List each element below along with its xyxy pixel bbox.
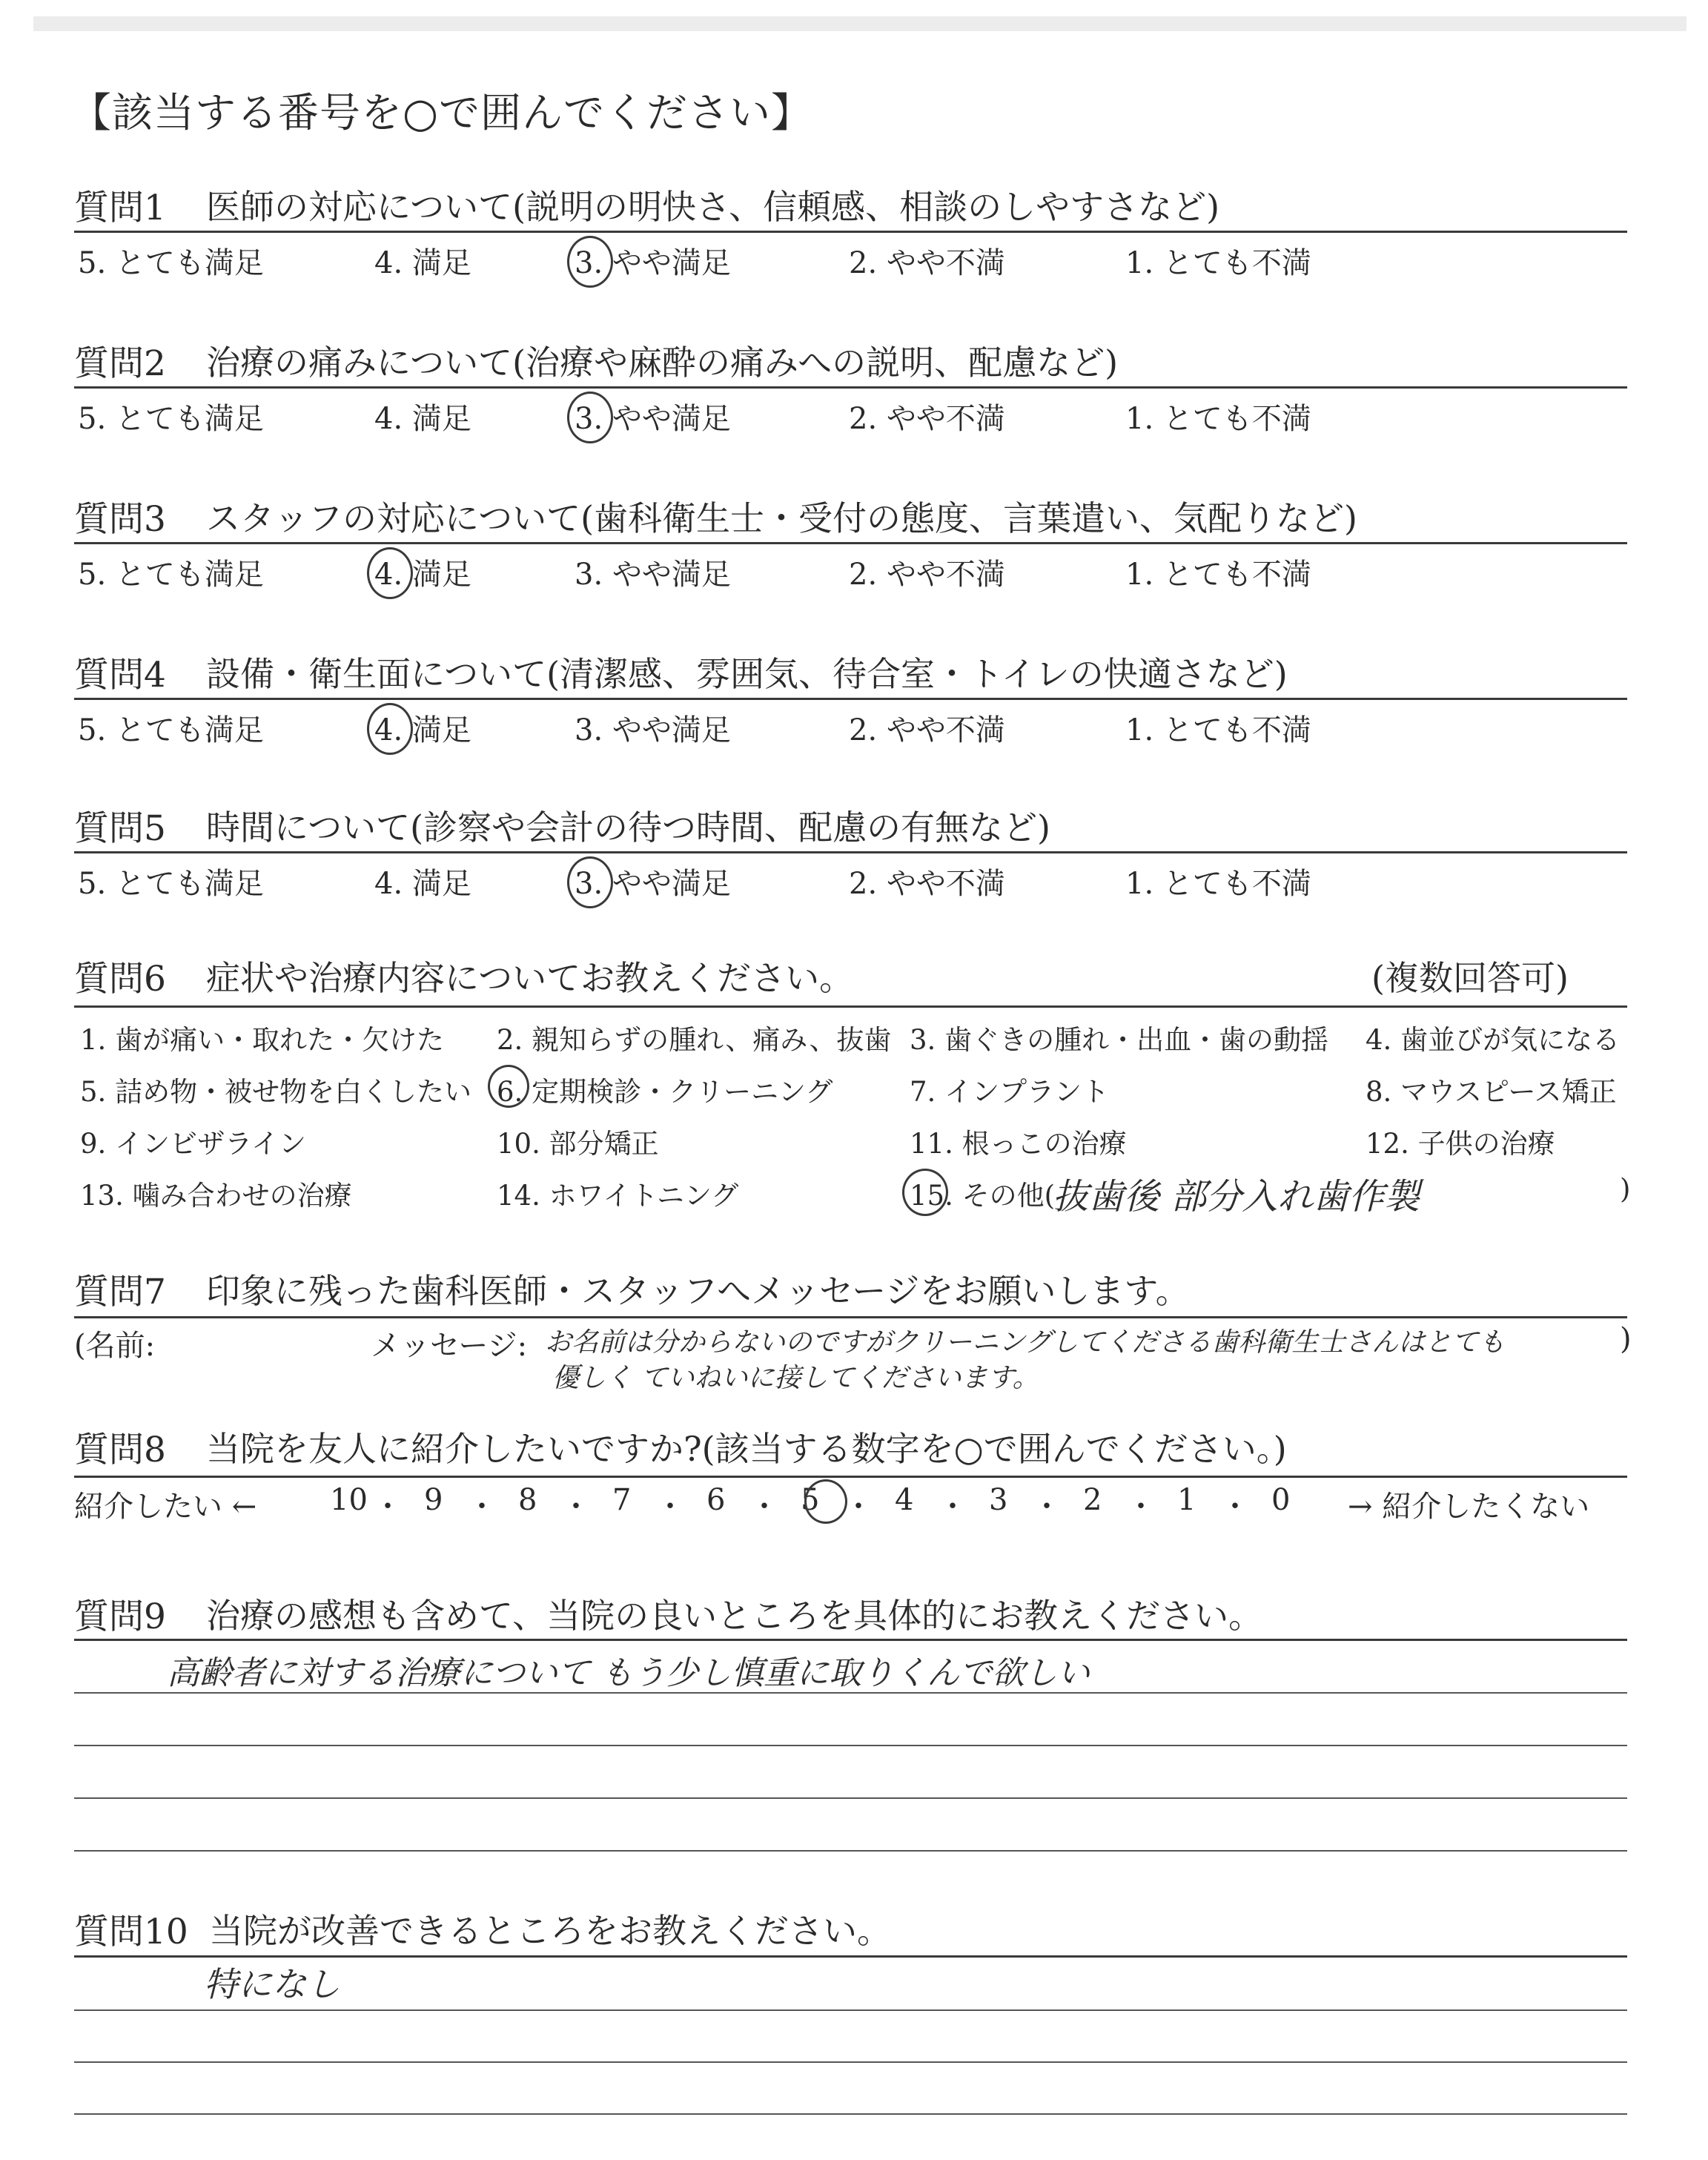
q4-label: 質問4 — [74, 655, 166, 696]
q8-scale-number[interactable]: 3 — [989, 1483, 1008, 1517]
page-heading: 【該当する番号を○で囲んでください】 — [70, 89, 812, 136]
q4-option[interactable]: 1. とても不満 — [1125, 713, 1311, 747]
q8-scale-separator: ・ — [844, 1490, 873, 1524]
q8-scale-number[interactable]: 1 — [1177, 1483, 1196, 1517]
q8-scale-separator: ・ — [561, 1490, 591, 1524]
q8-scale-number[interactable]: 5 — [801, 1483, 820, 1517]
q5-option[interactable]: 4. 満足 — [374, 867, 471, 901]
q2-option[interactable]: 4. 満足 — [374, 402, 471, 436]
q1-option[interactable]: 1. とても不満 — [1125, 246, 1311, 280]
q6-option[interactable]: 7. インプラント — [910, 1076, 1110, 1108]
q9-line — [74, 1797, 1627, 1799]
q2-option[interactable]: 3. やや満足 — [575, 402, 731, 436]
q8-scale-number[interactable]: 4 — [895, 1483, 914, 1517]
q8-selected-circle — [804, 1479, 847, 1524]
q6-rule — [74, 1005, 1627, 1008]
q10-line — [74, 2061, 1627, 2063]
q8-scale-number[interactable]: 10 — [330, 1483, 368, 1517]
q9-answer: 高齢者に対する治療について もう少し慎重に取りくんで欲しい — [167, 1654, 1090, 1692]
q5-selected-circle — [567, 856, 613, 908]
q3-option[interactable]: 3. やや満足 — [575, 558, 731, 592]
q8-scale-separator: ・ — [655, 1490, 685, 1524]
q5-option[interactable]: 2. やや不満 — [849, 867, 1005, 901]
q1-selected-circle — [567, 236, 613, 288]
q6-option[interactable]: 1. 歯が痛い・取れた・欠けた — [80, 1024, 445, 1056]
q6-option[interactable]: 10. 部分矯正 — [497, 1128, 659, 1160]
q1-text: 医師の対応について(説明の明快さ、信頼感、相談のしやすさなど) — [206, 187, 1220, 227]
q2-option[interactable]: 2. やや不満 — [849, 402, 1005, 436]
q3-rule — [74, 542, 1627, 544]
q6-label: 質問6 — [74, 959, 166, 1000]
q7-message-label: メッセージ: — [371, 1329, 528, 1363]
q6-text: 症状や治療内容についてお教えください。 — [206, 958, 854, 998]
q7-label: 質問7 — [74, 1272, 166, 1312]
q10-text: 当院が改善できるところをお教えください。 — [209, 1911, 891, 1951]
q2-option[interactable]: 1. とても不満 — [1125, 402, 1311, 436]
q3-option[interactable]: 4. 満足 — [374, 558, 471, 592]
q4-rule — [74, 698, 1627, 700]
q7-close: ) — [1620, 1322, 1632, 1356]
q4-selected-circle — [367, 703, 413, 755]
q8-scale-number[interactable]: 2 — [1083, 1483, 1102, 1517]
q8-scale-number[interactable]: 0 — [1271, 1483, 1291, 1517]
q6-selected-circle — [488, 1065, 529, 1108]
q4-option[interactable]: 3. やや満足 — [575, 713, 731, 747]
q9-line — [74, 1850, 1627, 1852]
q3-label: 質問3 — [74, 499, 166, 540]
q8-scale-separator: ・ — [1220, 1490, 1250, 1524]
q7-message-line2: 優しく ていねいに接してくださいます。 — [552, 1363, 1039, 1393]
q2-option[interactable]: 5. とても満足 — [78, 402, 264, 436]
q6-option[interactable]: 11. 根っこの治療 — [910, 1128, 1127, 1160]
q8-text: 当院を友人に紹介したいですか?(該当する数字を○で囲んでください。) — [206, 1429, 1287, 1469]
q6-option[interactable]: 12. 子供の治療 — [1366, 1128, 1555, 1160]
q6-option[interactable]: 9. インビザライン — [80, 1128, 306, 1160]
q5-option[interactable]: 1. とても不満 — [1125, 867, 1311, 901]
q4-text: 設備・衛生面について(清潔感、雰囲気、待合室・トイレの快適さなど) — [206, 654, 1288, 694]
q8-scale-separator: ・ — [749, 1490, 779, 1524]
q5-rule — [74, 851, 1627, 853]
q4-option[interactable]: 2. やや不満 — [849, 713, 1005, 747]
q6-option[interactable]: 3. 歯ぐきの腫れ・出血・歯の動揺 — [910, 1024, 1329, 1056]
q2-text: 治療の痛みについて(治療や麻酔の痛みへの説明、配慮など) — [206, 343, 1119, 383]
q3-selected-circle — [367, 547, 413, 599]
q10-line — [74, 2009, 1627, 2011]
q6-note: (複数回答可) — [1371, 958, 1569, 998]
q8-rule — [74, 1476, 1627, 1478]
q5-option[interactable]: 5. とても満足 — [78, 867, 264, 901]
q7-rule — [74, 1316, 1627, 1318]
q2-label: 質問2 — [74, 343, 166, 384]
q7-name-label: (名前: — [74, 1329, 156, 1363]
q4-option[interactable]: 4. 満足 — [374, 713, 471, 747]
q1-option[interactable]: 2. やや不満 — [849, 246, 1005, 280]
q1-option[interactable]: 4. 満足 — [374, 246, 471, 280]
q2-selected-circle — [567, 392, 613, 443]
q2-rule — [74, 386, 1627, 389]
q9-text: 治療の感想も含めて、当院の良いところを具体的にお教えください。 — [206, 1596, 1263, 1636]
q10-line — [74, 2113, 1627, 2115]
q5-option[interactable]: 3. やや満足 — [575, 867, 731, 901]
q8-scale-separator: ・ — [373, 1490, 403, 1524]
q8-scale-number[interactable]: 6 — [706, 1483, 726, 1517]
q7-text: 印象に残った歯科医師・スタッフへメッセージをお願いします。 — [206, 1271, 1190, 1311]
q9-line — [74, 1692, 1627, 1694]
q10-answer: 特になし — [204, 1964, 340, 2004]
q6-option[interactable]: 8. マウスピース矯正 — [1366, 1076, 1617, 1108]
q3-text: スタッフの対応について(歯科衛生士・受付の態度、言葉遣い、気配りなど) — [206, 498, 1357, 538]
q8-scale-separator: ・ — [1126, 1490, 1156, 1524]
q6-other-circle — [902, 1169, 948, 1216]
q8-scale-separator: ・ — [1032, 1490, 1062, 1524]
q5-text: 時間について(診察や会計の待つ時間、配慮の有無など) — [206, 807, 1050, 848]
q8-scale-separator: ・ — [938, 1490, 967, 1524]
q9-rule — [74, 1639, 1627, 1641]
q3-option[interactable]: 5. とても満足 — [78, 558, 264, 592]
q8-scale-number[interactable]: 7 — [612, 1483, 632, 1517]
q1-option[interactable]: 5. とても満足 — [78, 246, 264, 280]
q6-other-answer: 抜歯後 部分入れ歯作製 — [1053, 1176, 1420, 1218]
q10-label: 質問10 — [74, 1912, 188, 1952]
q5-label: 質問5 — [74, 808, 166, 849]
q8-label: 質問8 — [74, 1430, 166, 1470]
q8-scale-number[interactable]: 9 — [424, 1483, 443, 1517]
q3-option[interactable]: 1. とても不満 — [1125, 558, 1311, 592]
q8-left-label: 紹介したい ← — [74, 1490, 257, 1524]
q8-right-label: → 紹介したくない — [1348, 1490, 1590, 1524]
q8-scale-number[interactable]: 8 — [518, 1483, 537, 1517]
q1-rule — [74, 231, 1627, 233]
q6-other-close: ) — [1620, 1173, 1631, 1205]
q6-option[interactable]: 2. 親知らずの腫れ、痛み、抜歯 — [497, 1024, 892, 1056]
q6-option[interactable]: 15. その他( — [910, 1180, 1056, 1212]
q9-label: 質問9 — [74, 1596, 166, 1637]
q1-option[interactable]: 3. やや満足 — [575, 246, 731, 280]
q3-option[interactable]: 2. やや不満 — [849, 558, 1005, 592]
q7-message-line1: お名前は分からないのですがクリーニングしてくださる歯科衛生士さんはとても — [545, 1327, 1506, 1358]
q1-label: 質問1 — [74, 188, 166, 228]
q4-option[interactable]: 5. とても満足 — [78, 713, 264, 747]
q8-scale-separator: ・ — [467, 1490, 497, 1524]
q9-line — [74, 1745, 1627, 1746]
q6-option[interactable]: 4. 歯並びが気になる — [1366, 1024, 1621, 1056]
q6-option[interactable]: 13. 噛み合わせの治療 — [80, 1180, 352, 1212]
q6-option[interactable]: 5. 詰め物・被せ物を白くしたい — [80, 1076, 472, 1108]
scan-edge-bar — [33, 16, 1687, 31]
q6-option[interactable]: 14. ホワイトニング — [497, 1180, 739, 1212]
q6-option[interactable]: 6. 定期検診・クリーニング — [497, 1076, 833, 1108]
